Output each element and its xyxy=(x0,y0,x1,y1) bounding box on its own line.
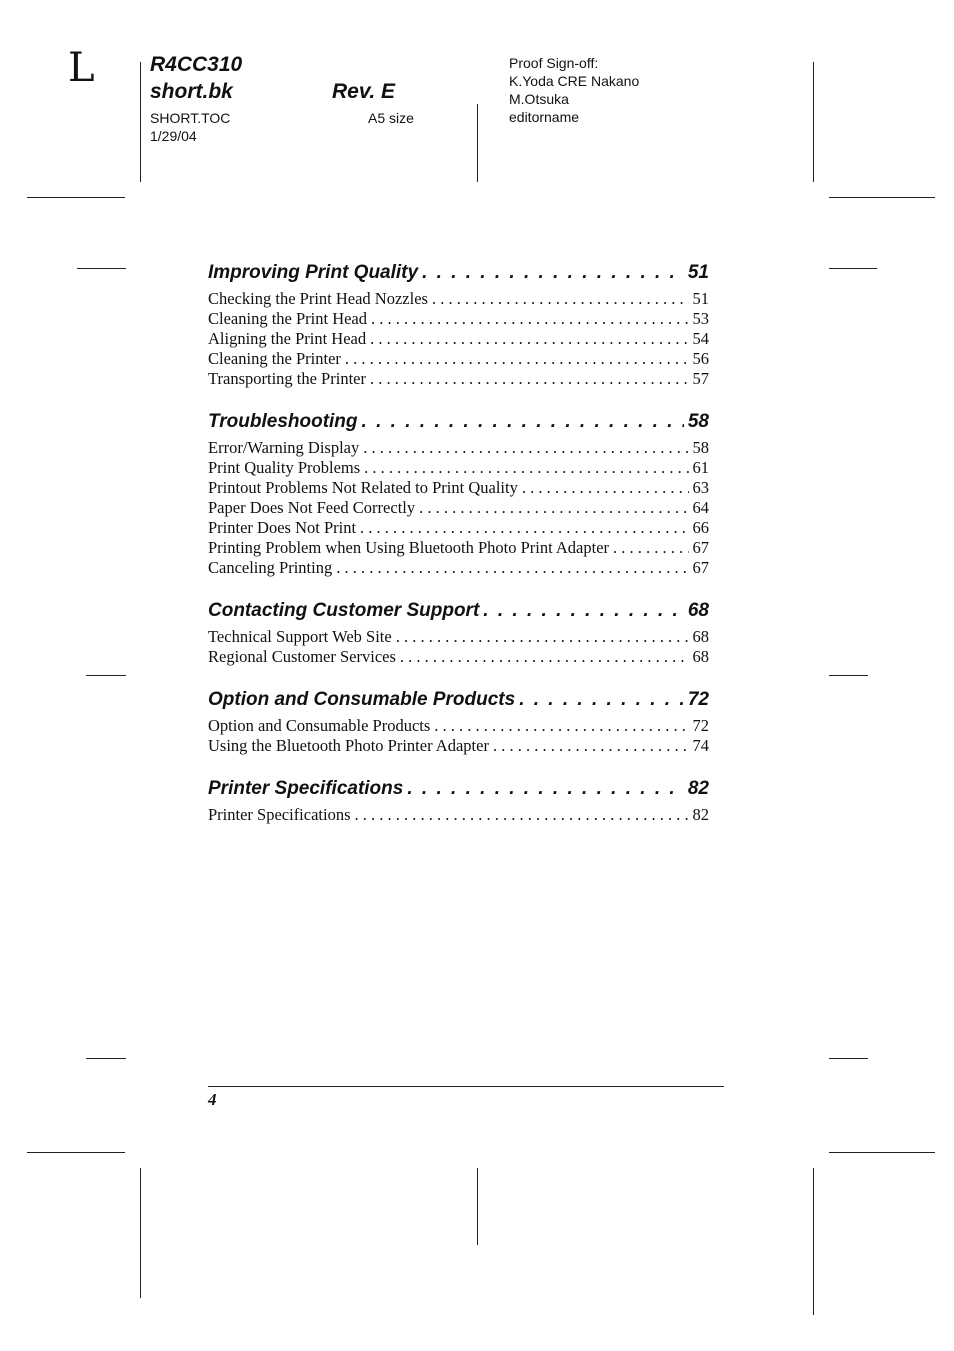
page-number: 4 xyxy=(208,1090,217,1109)
date: 1/29/04 xyxy=(150,128,197,144)
footer-rule xyxy=(208,1086,724,1087)
dot-leader xyxy=(422,262,684,284)
toc-entry[interactable] xyxy=(208,349,709,369)
dot-leader xyxy=(370,329,688,349)
crop-mark xyxy=(27,1152,125,1153)
dot-leader xyxy=(396,627,689,647)
proof-line: M.Otsuka xyxy=(509,91,569,107)
toc-entry[interactable] xyxy=(208,289,709,309)
toc-entry[interactable] xyxy=(208,538,709,558)
crop-mark xyxy=(829,197,935,198)
toc-entry[interactable] xyxy=(208,438,709,458)
toc-entry[interactable] xyxy=(208,647,709,667)
crop-mark xyxy=(813,62,814,182)
toc-entry[interactable] xyxy=(208,518,709,538)
toc-entry-page: 82 xyxy=(692,805,709,824)
book-name: short.bk xyxy=(150,80,233,103)
crop-mark xyxy=(86,675,126,676)
toc-entry-page: 58 xyxy=(692,438,709,457)
toc-section xyxy=(208,689,709,756)
toc-entry[interactable] xyxy=(208,736,709,756)
dot-leader xyxy=(355,805,689,825)
toc-entry-page: 61 xyxy=(692,458,709,477)
toc-heading-title: Troubleshooting xyxy=(208,411,358,432)
toc-entry-page: 53 xyxy=(692,309,709,328)
toc-section xyxy=(208,411,709,578)
toc-section-heading[interactable] xyxy=(208,778,709,800)
dot-leader xyxy=(483,600,684,622)
toc-entry-page: 57 xyxy=(692,369,709,388)
toc-entry-title: Paper Does Not Feed Correctly xyxy=(208,498,416,517)
dot-leader xyxy=(407,778,684,800)
toc-entry-title: Error/Warning Display xyxy=(208,438,360,457)
toc-heading-title: Improving Print Quality xyxy=(208,262,419,283)
crop-mark xyxy=(477,104,478,182)
toc-section xyxy=(208,778,709,825)
toc-entry[interactable] xyxy=(208,478,709,498)
dot-leader xyxy=(434,716,688,736)
toc-entry-title: Regional Customer Services xyxy=(208,647,396,666)
toc-entry-title: Using the Bluetooth Photo Printer Adapter xyxy=(208,736,489,755)
proof-line: editorname xyxy=(509,109,580,125)
dot-leader xyxy=(613,538,688,558)
toc-entry[interactable] xyxy=(208,309,709,329)
toc-entry-page: 67 xyxy=(692,558,709,577)
toc-entry-page: 68 xyxy=(692,627,709,646)
corner-letter: L xyxy=(68,45,95,91)
dot-leader xyxy=(364,458,688,478)
toc-entry-title: Printer Specifications xyxy=(208,805,351,824)
toc-entry-page: 63 xyxy=(692,478,709,497)
toc-heading-title: Printer Specifications xyxy=(208,778,404,799)
toc-heading-page: 68 xyxy=(687,600,709,621)
crop-mark xyxy=(477,1168,478,1245)
dot-leader xyxy=(493,736,689,756)
toc-entry-page: 64 xyxy=(692,498,709,517)
toc-entry-page: 66 xyxy=(692,518,709,537)
dot-leader xyxy=(345,349,689,369)
toc-section-heading[interactable] xyxy=(208,689,709,711)
toc-entry[interactable] xyxy=(208,558,709,578)
crop-mark xyxy=(140,1168,141,1298)
toc-heading-page: 72 xyxy=(687,689,709,710)
toc-entry-title: Printer Does Not Print xyxy=(208,518,357,537)
toc-entry[interactable] xyxy=(208,716,709,736)
crop-mark xyxy=(77,268,126,269)
dot-leader xyxy=(336,558,688,578)
crop-mark xyxy=(829,1152,935,1153)
toc-entry[interactable] xyxy=(208,329,709,349)
revision: Rev. E xyxy=(332,80,396,103)
toc-entry-title: Print Quality Problems xyxy=(208,458,361,477)
crop-mark xyxy=(27,197,125,198)
toc-entry[interactable] xyxy=(208,498,709,518)
proof-signoff xyxy=(509,54,639,126)
dot-leader xyxy=(519,689,684,711)
table-of-contents xyxy=(208,262,709,847)
toc-heading-page: 51 xyxy=(687,262,709,283)
dot-leader xyxy=(370,369,689,389)
toc-entry-title: Cleaning the Print Head xyxy=(208,309,368,328)
crop-mark xyxy=(829,675,868,676)
toc-heading-title: Option and Consumable Products xyxy=(208,689,516,710)
toc-entry-page: 56 xyxy=(692,349,709,368)
crop-mark xyxy=(813,1168,814,1315)
crop-mark xyxy=(829,268,877,269)
toc-heading-page: 58 xyxy=(687,411,709,432)
toc-heading-title: Contacting Customer Support xyxy=(208,600,480,621)
dot-leader xyxy=(371,309,688,329)
toc-entry-page: 72 xyxy=(692,716,709,735)
toc-entry-page: 74 xyxy=(692,736,709,755)
toc-entry-title: Printout Problems Not Related to Print Quality xyxy=(208,478,518,497)
toc-section xyxy=(208,262,709,389)
crop-mark xyxy=(140,62,141,182)
toc-entry[interactable] xyxy=(208,369,709,389)
toc-entry-title: Canceling Printing xyxy=(208,558,333,577)
toc-section-heading[interactable] xyxy=(208,262,709,284)
toc-section-heading[interactable] xyxy=(208,411,709,433)
toc-entry[interactable] xyxy=(208,805,709,825)
dot-leader xyxy=(419,498,688,518)
toc-entry-title: Transporting the Printer xyxy=(208,369,366,388)
toc-heading-page: 82 xyxy=(687,778,709,799)
dot-leader xyxy=(363,438,688,458)
toc-section-heading[interactable] xyxy=(208,600,709,622)
crop-mark xyxy=(86,1058,126,1059)
toc-entry-title: Checking the Print Head Nozzles xyxy=(208,289,428,308)
toc-entry-page: 51 xyxy=(692,289,709,308)
dot-leader xyxy=(432,289,689,309)
dot-leader xyxy=(400,647,689,667)
toc-entry-page: 67 xyxy=(692,538,709,557)
dot-leader xyxy=(360,518,688,538)
dot-leader xyxy=(522,478,689,498)
toc-entry[interactable] xyxy=(208,627,709,647)
toc-entry-page: 68 xyxy=(692,647,709,666)
toc-entry-title: Aligning the Print Head xyxy=(208,329,367,348)
file-name: SHORT.TOC xyxy=(150,110,231,126)
paper-size: A5 size xyxy=(368,110,414,126)
toc-entry-title: Technical Support Web Site xyxy=(208,627,392,646)
toc-entry-title: Cleaning the Printer xyxy=(208,349,341,368)
doc-code: R4CC310 xyxy=(150,53,243,76)
toc-entry-page: 54 xyxy=(692,329,709,348)
toc-section xyxy=(208,600,709,667)
toc-entry[interactable] xyxy=(208,458,709,478)
toc-entry-title: Printing Problem when Using Bluetooth Photo Print Adapter xyxy=(208,538,610,557)
proof-line: K.Yoda CRE Nakano xyxy=(509,73,640,89)
crop-mark xyxy=(829,1058,868,1059)
dot-leader xyxy=(362,411,684,433)
proof-line: Proof Sign-off: xyxy=(509,55,599,71)
toc-entry-title: Option and Consumable Products xyxy=(208,716,431,735)
